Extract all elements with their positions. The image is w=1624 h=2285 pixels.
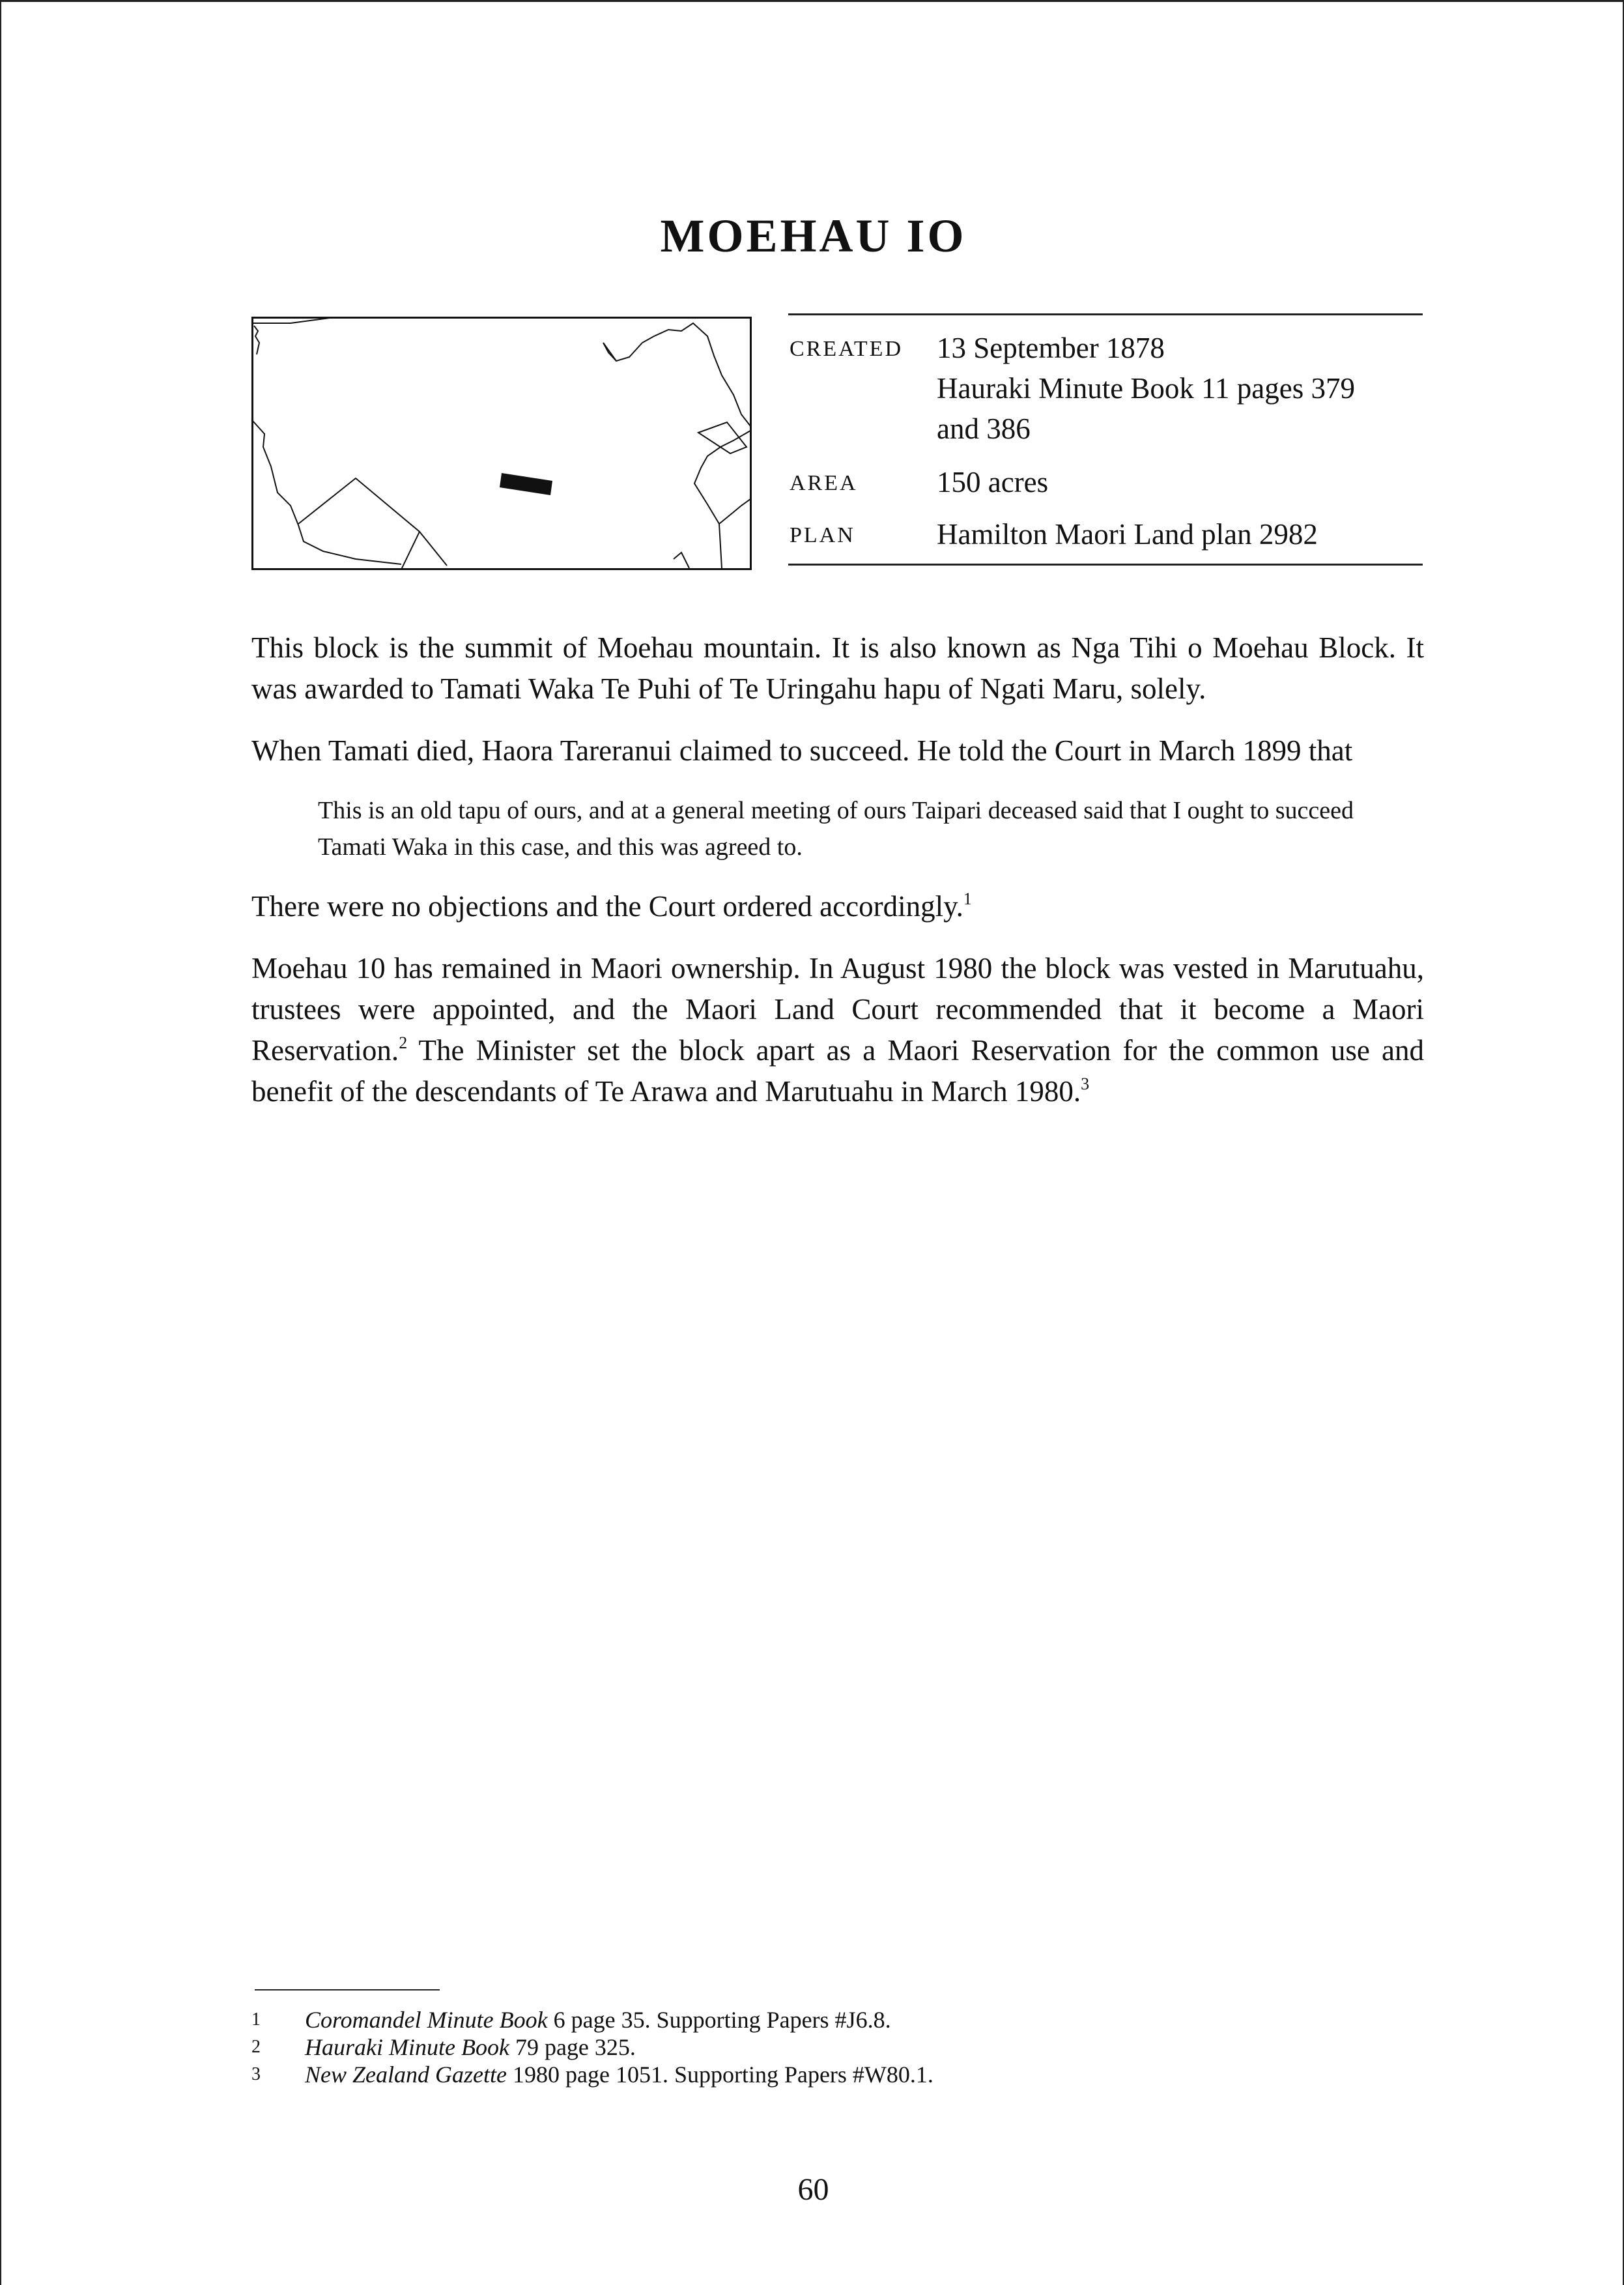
- area-label: AREA: [790, 471, 858, 495]
- paragraph-text: The Minister set the block apart as a Maori Reservation for the common use and benefit of the descendants of Te Arawa and Marutuahu in March 1980.: [251, 1034, 1424, 1108]
- footnote: [251, 2034, 1294, 2061]
- footnote-detail: 1980 page 1051. Supporting Papers #W80.1.: [506, 2062, 933, 2088]
- footnote-ref[interactable]: 3: [1081, 1074, 1090, 1093]
- page-number: 60: [797, 2172, 829, 2207]
- footnotes: [251, 2006, 1294, 2088]
- paragraph-text: Moehau 10 has remained in Maori ownership. In August 1980 the block was vested in Marutuahu, trustees were appointed, and the Maori Land Court recommended that it become a Maori Reservation.: [251, 952, 1424, 1067]
- page-title: MOEHAU IO: [660, 210, 967, 262]
- block-quote: This is an old tapu of ours, and at a general meeting of ours Taipari deceased said that I ought to succeed Tamati Waka in this case, and this was agreed to.: [318, 797, 1354, 861]
- footnote-detail: 6 page 35. Supporting Papers #J6.8.: [547, 2007, 891, 2033]
- paragraph: This block is the summit of Moehau mountain. It is also known as Nga Tihi o Moehau Block. It was awarded to Tamati Waka Te Puhi of Te Uringahu hapu of Ngati Maru, solely.: [251, 631, 1424, 705]
- plan-label: PLAN: [790, 523, 855, 547]
- created-date: 13 September 1878: [937, 332, 1165, 364]
- created-label: CREATED: [790, 337, 903, 361]
- created-pages: and 386: [937, 412, 1031, 445]
- map-frame: [253, 318, 751, 569]
- paragraph: [251, 948, 1424, 1112]
- footnote-number: 2: [251, 2037, 261, 2057]
- footnote-source: New Zealand Gazette: [305, 2062, 507, 2088]
- plan-value: Hamilton Maori Land plan 2982: [937, 518, 1318, 551]
- footnote-text: [305, 2006, 891, 2034]
- paragraph-text: There were no objections and the Court ordered accordingly.: [251, 890, 963, 923]
- location-map: [251, 317, 752, 570]
- footnote-detail: 79 page 325.: [509, 2034, 636, 2060]
- location-map-svg: [251, 317, 752, 570]
- main-text: [251, 627, 1424, 1133]
- footnote-number: 1: [251, 2009, 261, 2030]
- details-bottom-rule: [788, 564, 1423, 566]
- footnote: [251, 2006, 1294, 2034]
- footnote-number: 3: [251, 2064, 261, 2084]
- area-value: 150 acres: [937, 466, 1049, 498]
- paragraph: When Tamati died, Haora Tareranui claimed to succeed. He told the Court in March 1899 that: [251, 734, 1353, 767]
- created-value: [937, 328, 1419, 449]
- block-details: [788, 313, 1423, 566]
- footnote-ref[interactable]: 2: [399, 1033, 408, 1052]
- footnote: [251, 2061, 1294, 2088]
- footnote-text: [305, 2061, 933, 2088]
- footnote-source: Hauraki Minute Book: [305, 2034, 509, 2060]
- footnote-rule: [255, 1989, 440, 1990]
- footnote-source: Coromandel Minute Book: [305, 2007, 548, 2033]
- paragraph: [251, 886, 1424, 927]
- created-minute-book: Hauraki Minute Book 11 pages 379: [937, 372, 1355, 405]
- footnote-text: [305, 2034, 636, 2061]
- footnote-ref[interactable]: 1: [963, 889, 972, 908]
- details-top-rule: [788, 313, 1423, 315]
